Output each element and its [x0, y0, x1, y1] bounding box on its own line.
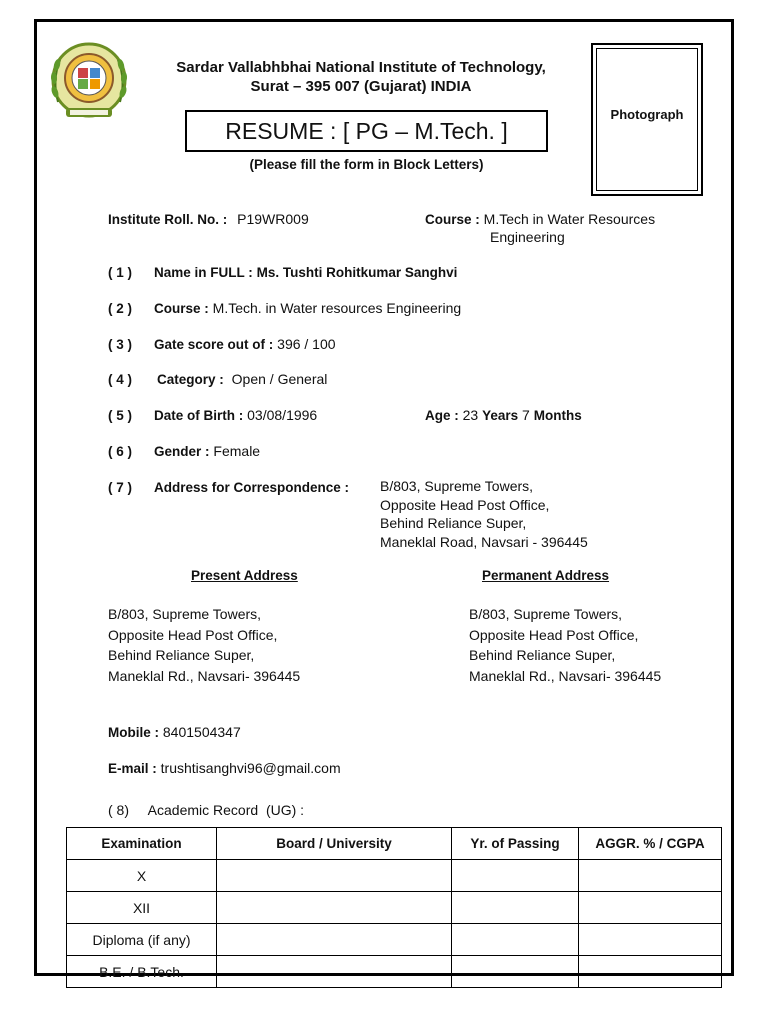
table-cell: [217, 924, 452, 956]
item-course-row: [108, 300, 461, 316]
course-row: [425, 211, 655, 227]
mobile-label: Mobile :: [108, 725, 159, 740]
table-cell: X: [67, 860, 217, 892]
address-line: Opposite Head Post Office,: [380, 496, 550, 513]
gate-label: Gate score out of :: [154, 337, 274, 352]
academic-record-table: [66, 827, 722, 988]
dob-label: Date of Birth :: [154, 408, 244, 423]
photograph-label: Photograph: [610, 107, 684, 122]
course-value-line-2: Engineering: [490, 229, 565, 245]
table-cell: [452, 892, 579, 924]
course-label: Course :: [425, 212, 480, 227]
present-address: [108, 604, 300, 686]
item-dob-row: [108, 407, 317, 423]
table-cell: [452, 956, 579, 988]
table-cell: [579, 924, 722, 956]
institute-logo-icon: [46, 42, 132, 124]
item-gate-row: [108, 336, 336, 352]
table-row: [67, 956, 722, 988]
age-label: Age :: [425, 408, 459, 423]
category-value: Open / General: [231, 371, 328, 387]
age-years-value: 23: [462, 407, 479, 423]
column-header-aggregate: AGGR. % / CGPA: [579, 828, 722, 860]
table-cell: [217, 956, 452, 988]
correspondence-label: Address for Correspondence :: [154, 480, 350, 495]
email-value: trushtisanghvi96@gmail.com: [160, 760, 341, 776]
age-months-value: 7: [522, 407, 530, 423]
table-cell: B.E. / B.Tech.: [67, 956, 217, 988]
table-cell: [452, 924, 579, 956]
course-item-value: M.Tech. in Water resources Engineering: [212, 300, 462, 316]
table-cell: XII: [67, 892, 217, 924]
permanent-address: [469, 604, 661, 686]
item-correspondence-row: [108, 479, 349, 495]
table-cell: [217, 860, 452, 892]
column-header-examination: Examination: [67, 828, 217, 860]
course-item-label: Course :: [154, 301, 209, 316]
item-number: ( 6 ): [108, 444, 133, 459]
item-name-row: [108, 264, 457, 280]
item-number: ( 7 ): [108, 480, 133, 495]
age-row: [425, 407, 582, 423]
category-label: Category :: [157, 372, 224, 387]
address-line: B/803, Supreme Towers,: [108, 606, 262, 622]
table-row: [67, 924, 722, 956]
course-value-line-1: M.Tech in Water Resources: [483, 211, 656, 227]
table-cell: [217, 892, 452, 924]
table-row: [67, 892, 722, 924]
dob-value: 03/08/1996: [247, 407, 318, 423]
address-line: Behind Reliance Super,: [380, 515, 527, 531]
age-years-label: Years: [482, 408, 519, 423]
institute-line-1: Sardar Vallabhbhai National Institute of Technology,: [176, 59, 546, 76]
table-row: [67, 860, 722, 892]
gender-label: Gender :: [154, 444, 210, 459]
table-cell: [579, 892, 722, 924]
address-line: B/803, Supreme Towers,: [380, 478, 534, 494]
name-value: Ms. Tushti Rohitkumar Sanghvi: [256, 265, 458, 280]
present-address-heading: Present Address: [191, 568, 298, 583]
roll-value: P19WR009: [237, 211, 309, 227]
table-header-row: [67, 828, 722, 860]
address-line: B/803, Supreme Towers,: [469, 606, 623, 622]
item-number: ( 2 ): [108, 301, 133, 316]
item-number: ( 1 ): [108, 265, 133, 280]
correspondence-address: [380, 477, 588, 551]
gate-value: 396 / 100: [277, 336, 336, 352]
item-category-row: [108, 371, 327, 387]
mobile-row: [108, 724, 241, 740]
permanent-address-heading: Permanent Address: [482, 568, 610, 583]
address-line: Opposite Head Post Office,: [108, 626, 278, 643]
item-number: ( 4 ): [108, 372, 133, 387]
photograph-box: [591, 43, 703, 196]
column-header-board: Board / University: [217, 828, 452, 860]
item-number: ( 5 ): [108, 408, 133, 423]
table-cell: [579, 860, 722, 892]
email-row: [108, 760, 341, 776]
address-line: Maneklal Rd., Navsari- 396445: [469, 667, 662, 684]
table-cell: Diploma (if any): [67, 924, 217, 956]
table-cell: [452, 860, 579, 892]
roll-row: [108, 211, 309, 227]
address-line: Opposite Head Post Office,: [469, 626, 639, 643]
name-label: Name in FULL :: [154, 265, 253, 280]
institute-name: [136, 58, 586, 96]
address-line: Maneklal Rd., Navsari- 396445: [108, 667, 301, 684]
roll-label: Institute Roll. No. :: [108, 212, 228, 227]
address-line: Behind Reliance Super,: [469, 647, 616, 663]
mobile-value: 8401504347: [162, 724, 241, 740]
age-months-label: Months: [533, 408, 582, 423]
table-cell: [579, 956, 722, 988]
column-header-year: Yr. of Passing: [452, 828, 579, 860]
gender-value: Female: [213, 443, 261, 459]
item-number: ( 3 ): [108, 337, 133, 352]
fill-instructions: (Please fill the form in Block Letters): [249, 157, 484, 172]
form-title: RESUME : [ PG – M.Tech. ]: [185, 110, 548, 152]
item-gender-row: [108, 443, 260, 459]
email-label: E-mail :: [108, 761, 157, 776]
address-line: Maneklal Road, Navsari - 396445: [380, 533, 588, 550]
address-line: Behind Reliance Super,: [108, 647, 255, 663]
academic-record-heading: ( 8) Academic Record (UG) :: [108, 802, 305, 818]
institute-line-2: Surat – 395 007 (Gujarat) INDIA: [250, 78, 472, 95]
